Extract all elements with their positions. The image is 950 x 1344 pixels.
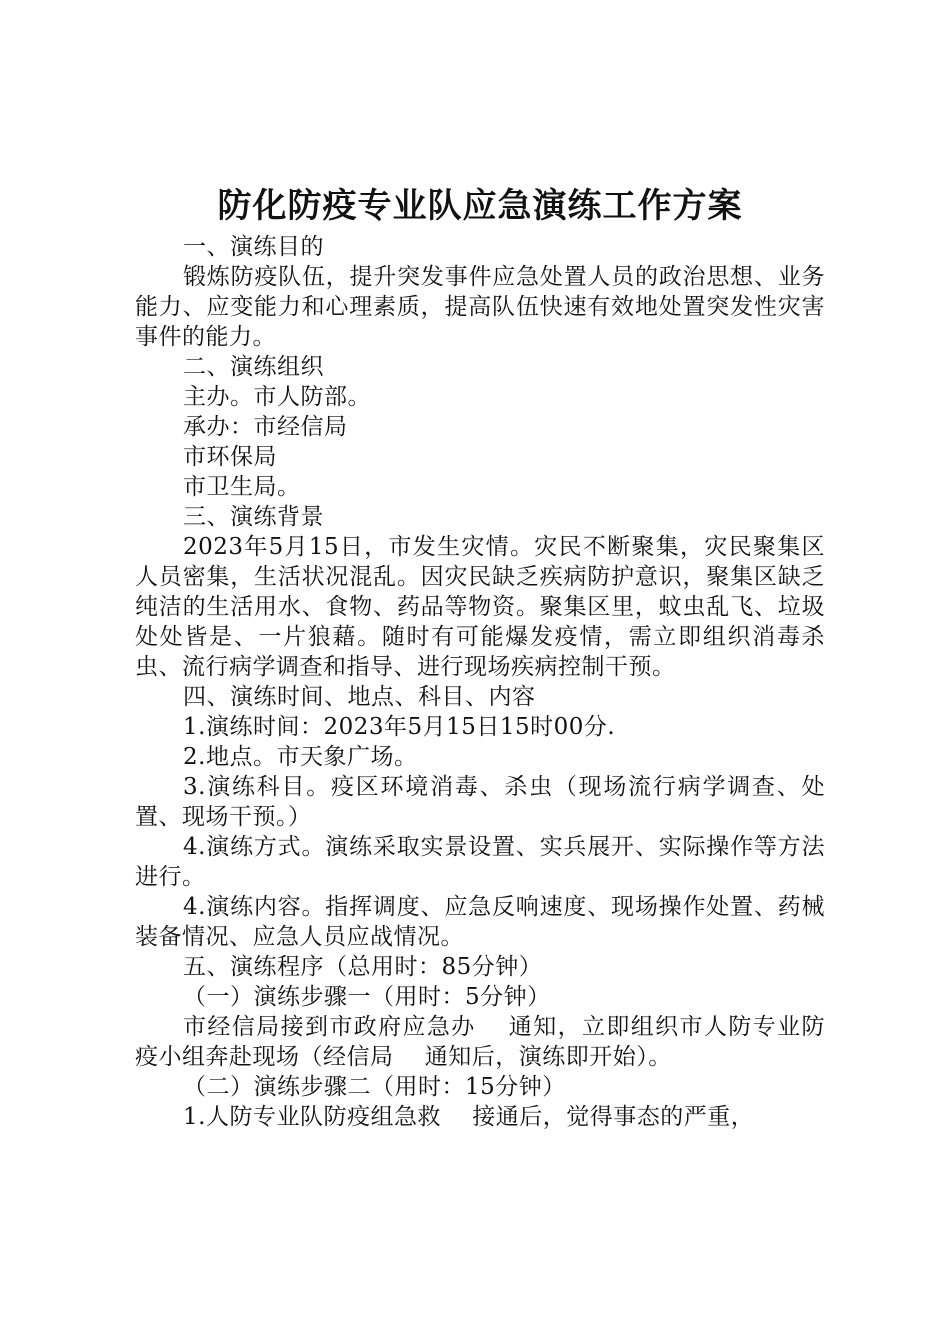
step-1-heading: （一）演练步骤一（用时：5分钟） bbox=[183, 984, 551, 1010]
heading-4-schedule: 四、演练时间、地点、科目、内容 bbox=[183, 684, 536, 710]
drill-content-item: 4.演练内容。指挥调度、应急反响速度、现场操作处置、药械装备情况、应急人员应战情况。 bbox=[135, 894, 825, 950]
drill-subject-item: 3.演练科目。疫区环境消毒、杀虫（现场流行病学调查、处置、现场干预。） bbox=[135, 774, 825, 830]
drill-method-item: 4.演练方式。演练采取实景设置、实兵展开、实际操作等方法进行。 bbox=[135, 834, 825, 890]
drill-location-item: 2.地点。市天象广场。 bbox=[183, 744, 418, 770]
document-title: 防化防疫专业队应急演练工作方案 bbox=[217, 186, 743, 226]
heading-1-purpose: 一、演练目的 bbox=[183, 234, 324, 260]
organizer-line: 主办。市人防部。 bbox=[183, 384, 371, 410]
step-2-item-1: 1.人防专业队防疫组急救 接通后，觉得事态的严重， bbox=[183, 1104, 755, 1130]
step-1-paragraph: 市经信局接到市政府应急办 通知，立即组织市人防专业防疫小组奔赴现场（经信局 通知后，演练即开始）。 bbox=[135, 1014, 825, 1070]
environment-bureau-line: 市环保局 bbox=[183, 444, 277, 470]
heading-2-organization: 二、演练组织 bbox=[183, 354, 324, 380]
drill-time-item: 1.演练时间：2023年5月15日15时00分. bbox=[183, 714, 616, 740]
purpose-paragraph: 锻炼防疫队伍，提升突发事件应急处置人员的政治思想、业务能力、应变能力和心理素质，提高队伍快速有效地处置突发性灾害事件的能力。 bbox=[135, 264, 825, 350]
step-2-heading: （二）演练步骤二（用时：15分钟） bbox=[183, 1074, 566, 1100]
health-bureau-line: 市卫生局。 bbox=[183, 474, 301, 500]
heading-3-background: 三、演练背景 bbox=[183, 504, 324, 530]
background-paragraph: 2023年5月15日，市发生灾情。灾民不断聚集，灾民聚集区人员密集，生活状况混乱。因灾民缺乏疾病防护意识，聚集区缺乏纯洁的生活用水、食物、药品等物资。聚集区里，蚊虫乱飞、垃圾处处皆是、一片狼藉。随时有可能爆发疫情，需立即组织消毒杀虫、流行病学调查和指导、进行现场疾病控制干预。 bbox=[135, 534, 825, 680]
undertaker-line: 承办：市经信局 bbox=[183, 414, 348, 440]
document-page bbox=[135, 182, 825, 1132]
heading-5-procedure: 五、演练程序（总用时：85分钟） bbox=[183, 954, 543, 980]
